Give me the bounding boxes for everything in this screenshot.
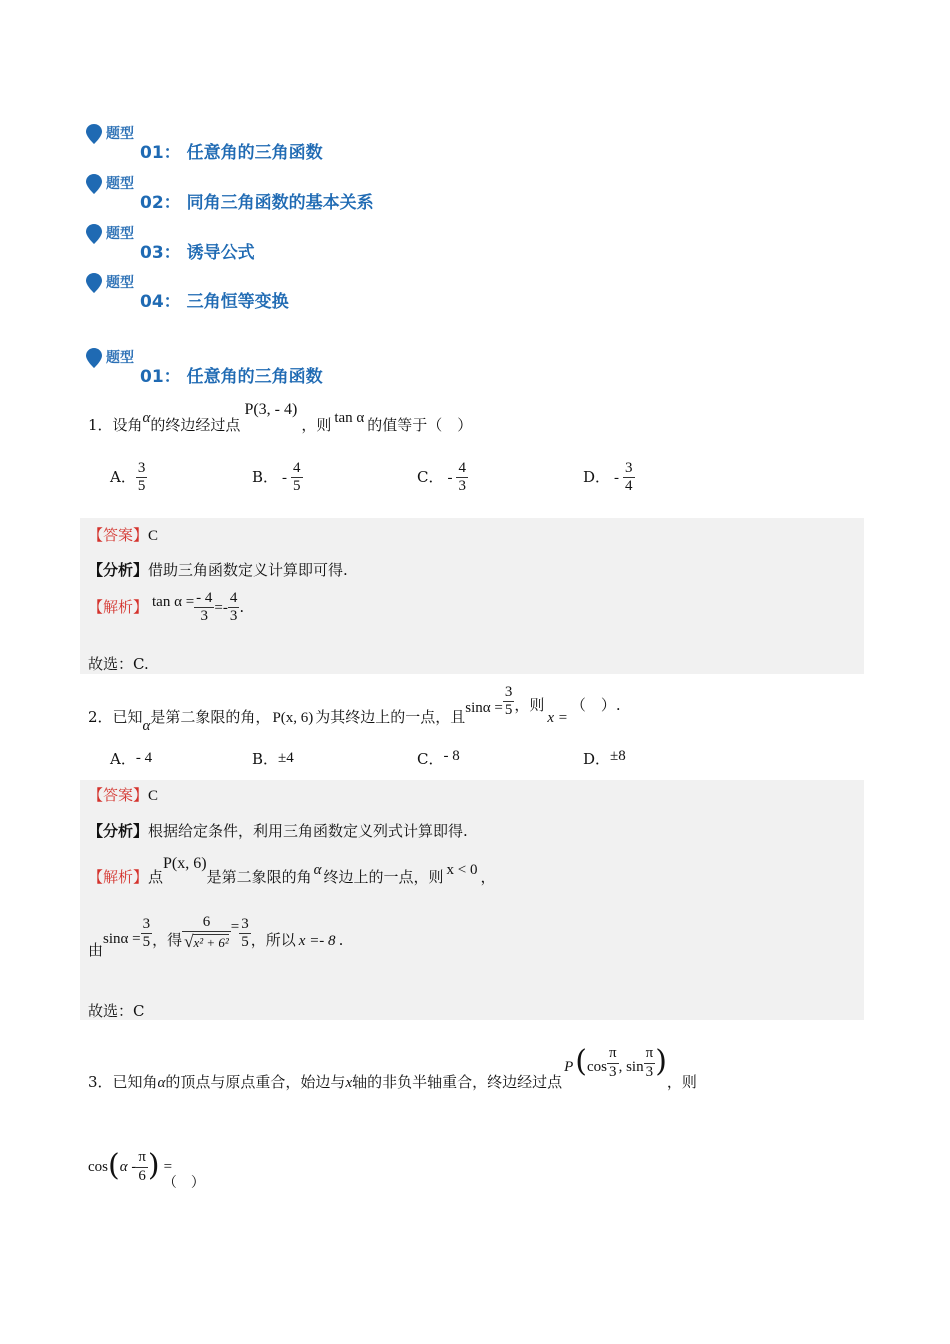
- alpha-symbol: α: [142, 717, 151, 734]
- toc-item-3[interactable]: [86, 224, 486, 264]
- q1-tan: tan α: [334, 410, 365, 426]
- section-tag: 题型: [106, 350, 134, 366]
- toc-tag: 题型: [106, 126, 134, 142]
- option-label: D．: [583, 750, 611, 768]
- solution-text: 终边上的一点，则: [323, 868, 444, 886]
- solution-dot: .: [239, 597, 245, 616]
- location-pin-icon: [86, 174, 102, 194]
- option-label: A．: [110, 467, 136, 486]
- q2-analysis: [88, 820, 468, 841]
- q2-option-c[interactable]: [417, 748, 460, 769]
- location-pin-icon: [86, 273, 102, 293]
- option-label: B．: [252, 750, 279, 768]
- toc-title: 04： 三角恒等变换: [140, 292, 289, 312]
- q2-mid: 是第二象限的角，: [150, 707, 271, 726]
- toc-tag: 题型: [106, 275, 134, 291]
- q1-comma: ，则: [301, 416, 332, 434]
- q2-mid2: 为其终边上的一点，且: [315, 707, 466, 726]
- question-3: [88, 1034, 697, 1091]
- solution-result: x =- 8: [298, 933, 336, 950]
- question-2: [88, 684, 621, 734]
- solution-sin: sinα =: [103, 931, 141, 948]
- q1-option-a[interactable]: [110, 460, 147, 496]
- alpha-symbol: α: [313, 862, 322, 878]
- toc-tag: 题型: [106, 226, 134, 242]
- paren-right: ): [655, 1044, 667, 1079]
- solution-text: ，所以: [250, 931, 296, 950]
- solution-point: P(x, 6): [163, 855, 207, 872]
- solution-fraction: $\frac{3}{5}$: [241, 915, 249, 950]
- root-expression: x² + 6²: [193, 935, 229, 951]
- pi-over-6: $\frac{\pi}{6}$: [138, 1149, 146, 1184]
- q1-suffix: 的值等于（ ）: [367, 416, 473, 434]
- option-label: B．: [252, 467, 279, 486]
- solution-fraction: $\frac{3}{5}$: [142, 915, 151, 950]
- toc-title: 02： 同角三角函数的基本关系: [140, 193, 374, 213]
- option-label: A．: [110, 750, 136, 768]
- solution-root-fraction: $\frac{6}{\text{√x² + 6²}}$: [184, 914, 229, 952]
- solution-text: ，: [480, 868, 496, 886]
- q1-option-c[interactable]: [417, 460, 468, 496]
- toc-item-4[interactable]: [86, 273, 486, 313]
- minus-sign: -: [282, 469, 288, 486]
- option-fraction: $\frac{4}{5}$: [293, 460, 301, 495]
- q1-solution: [88, 590, 244, 626]
- q3-expression: [88, 1144, 219, 1191]
- solution-eq: =-: [214, 599, 228, 616]
- option-label: D．: [583, 467, 611, 486]
- option-label: C．: [417, 467, 444, 486]
- q3-prefix: 3．已知角: [88, 1073, 158, 1091]
- analysis-text: 根据给定条件，利用三角函数定义列式计算即得.: [148, 822, 468, 840]
- choose-text: 故选：C: [88, 1002, 145, 1020]
- minus-sign: -: [614, 469, 620, 486]
- q2-solution-box: [80, 780, 864, 1020]
- q1-prefix: 1．设角: [88, 416, 143, 434]
- option-fraction: $\frac{3}{4}$: [625, 460, 633, 495]
- solution-tag: 【解析】: [88, 597, 149, 616]
- sin-label: , sin: [618, 1059, 644, 1075]
- option-value: ±4: [278, 750, 294, 766]
- q2-x: x =: [547, 709, 568, 726]
- choose-text: 故选：C.: [88, 655, 149, 673]
- solution-text: 点: [148, 868, 164, 886]
- cos-label: cos: [587, 1059, 608, 1075]
- q3-mid2: 轴的非负半轴重合，终边经过点: [352, 1073, 563, 1091]
- solution-tan: tan α =: [152, 593, 195, 610]
- alpha-symbol: α: [142, 410, 151, 426]
- analysis-text: 借助三角函数定义计算即可得.: [148, 561, 348, 579]
- q2-solution-line1: [88, 852, 496, 886]
- option-value: ±8: [610, 748, 626, 764]
- q2-solution-line2: [88, 914, 344, 960]
- alpha-minus: α -: [119, 1159, 137, 1175]
- q1-option-d[interactable]: [583, 460, 635, 496]
- q1-option-b[interactable]: [252, 460, 303, 496]
- section-title: 01： 任意角的三角函数: [140, 367, 323, 387]
- option-label: C．: [417, 750, 444, 768]
- q2-answer: [88, 784, 158, 805]
- q2-fraction: $\frac{3}{5}$: [504, 684, 513, 719]
- q1-choose: [88, 653, 149, 674]
- q1-point: P(3, - 4): [244, 401, 298, 418]
- option-fraction: $\frac{3}{5}$: [137, 460, 146, 495]
- answer-value: C: [148, 528, 159, 544]
- answer-tag: 【答案】: [88, 786, 149, 804]
- q2-suffix: （ ）.: [570, 695, 621, 714]
- cos-label: cos: [88, 1159, 108, 1175]
- solution-inequality: x < 0: [446, 862, 478, 878]
- pi-over-3: $\frac{\pi}{3}$: [645, 1045, 654, 1080]
- q2-sin: sinα =: [465, 699, 503, 716]
- paren-left: (: [108, 1148, 120, 1183]
- minus-sign: -: [447, 469, 453, 486]
- q1-answer: [88, 524, 158, 545]
- option-value: - 4: [135, 750, 153, 766]
- q3-tail: ，则: [666, 1073, 697, 1091]
- paren-right: ): [147, 1148, 160, 1183]
- pi-over-3: $\frac{\pi}{3}$: [609, 1045, 617, 1080]
- alpha-symbol: α: [157, 1075, 166, 1091]
- solution-tag: 【解析】: [88, 868, 149, 886]
- q1-analysis: [88, 559, 348, 580]
- q2-option-b[interactable]: [252, 748, 294, 769]
- solution-text: 是第二象限的角: [206, 868, 312, 886]
- option-fraction: $\frac{4}{3}$: [458, 460, 466, 495]
- q2-option-a[interactable]: [110, 748, 152, 769]
- analysis-tag: 【分析】: [88, 561, 149, 579]
- solution-fraction-2: $\frac{4}{3}$: [229, 590, 238, 625]
- section-header-1: [86, 348, 486, 388]
- q2-option-d[interactable]: [583, 748, 626, 769]
- q1-mid: 的终边经过点: [150, 416, 241, 434]
- solution-text: 由: [88, 941, 104, 960]
- x-symbol: x: [345, 1075, 353, 1091]
- answer-value: C: [148, 788, 159, 804]
- equals-sign: =: [163, 1159, 173, 1175]
- p-symbol: P: [564, 1059, 574, 1075]
- solution-dot: .: [338, 931, 344, 950]
- toc-title: 01： 任意角的三角函数: [140, 143, 323, 163]
- question-1: [88, 398, 473, 434]
- solution-text: ，得: [152, 931, 183, 950]
- analysis-tag: 【分析】: [88, 822, 149, 840]
- location-pin-icon: [86, 348, 102, 368]
- location-pin-icon: [86, 224, 102, 244]
- q2-mid3: ，则: [514, 695, 545, 714]
- paren-left: (: [575, 1044, 588, 1079]
- q3-answer-paren: （ ）: [162, 1175, 205, 1191]
- solution-eq: =: [230, 919, 240, 936]
- q3-mid: 的顶点与原点重合，始边与: [165, 1073, 346, 1091]
- location-pin-icon: [86, 124, 102, 144]
- answer-tag: 【答案】: [88, 526, 149, 544]
- toc-item-1[interactable]: [86, 124, 486, 164]
- toc-tag: 题型: [106, 176, 134, 192]
- option-value: - 8: [443, 748, 460, 764]
- toc-title: 03： 诱导公式: [140, 243, 255, 263]
- q2-prefix: 2．已知: [88, 707, 143, 726]
- solution-fraction: $\frac{- 4}{3}$: [196, 590, 213, 625]
- q2-point: P(x, 6): [272, 709, 314, 726]
- q2-choose: [88, 1000, 144, 1021]
- toc-item-2[interactable]: [86, 174, 486, 214]
